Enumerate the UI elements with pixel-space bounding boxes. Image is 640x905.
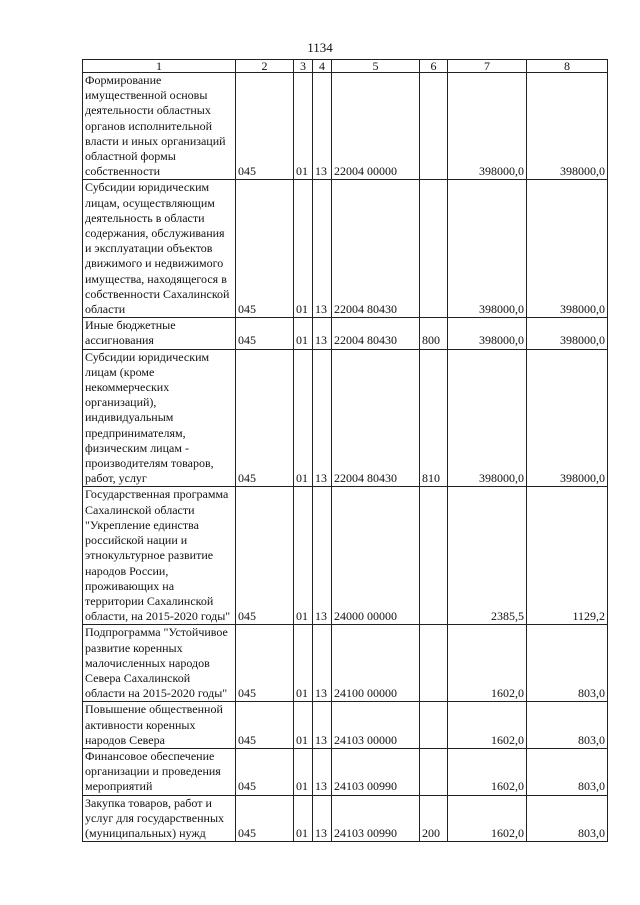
subsection-code-cell: 13 (313, 748, 332, 795)
ministry-code-cell: 045 (236, 487, 294, 625)
row-name-cell: Субсидии юридическим лицам, осуществляющим деятельность в области содержания, обслуживания и эксплуатации объектов движимого и недвижимого имущества, находящегося в собственности Сахалинской области (83, 180, 236, 318)
column-header: 6 (420, 60, 448, 73)
amount-year1-cell: 1602,0 (448, 625, 527, 702)
ministry-code-cell: 045 (236, 73, 294, 180)
subsection-code-cell: 13 (313, 73, 332, 180)
target-article-cell: 22004 80430 (332, 349, 420, 487)
ministry-code-cell: 045 (236, 625, 294, 702)
amount-year1-cell: 2385,5 (448, 487, 527, 625)
row-name-cell: Финансовое обеспечение организации и проведения мероприятий (83, 748, 236, 795)
column-header: 1 (83, 60, 236, 73)
target-article-cell: 22004 00000 (332, 73, 420, 180)
section-code-cell: 01 (294, 702, 313, 749)
expense-type-cell (420, 487, 448, 625)
section-code-cell: 01 (294, 795, 313, 842)
table-row (83, 795, 608, 842)
ministry-code-cell: 045 (236, 180, 294, 318)
amount-year1-cell: 1602,0 (448, 748, 527, 795)
target-article-cell: 24000 00000 (332, 487, 420, 625)
table-row (83, 73, 608, 180)
page-number: 1134 (307, 40, 333, 55)
table-row (83, 702, 608, 749)
budget-table (82, 59, 608, 842)
row-name-cell: Повышение общественной активности коренных народов Севера (83, 702, 236, 749)
row-name-cell: Субсидии юридическим лицам (кроме некоммерческих организаций), индивидуальным предпринимателям, физическим лицам - производителям товаров, работ, услуг (83, 349, 236, 487)
table-row (83, 748, 608, 795)
subsection-code-cell: 13 (313, 795, 332, 842)
expense-type-cell (420, 702, 448, 749)
subsection-code-cell: 13 (313, 349, 332, 487)
section-code-cell: 01 (294, 73, 313, 180)
column-header: 4 (313, 60, 332, 73)
row-name-cell: Иные бюджетные ассигнования (83, 318, 236, 349)
section-code-cell: 01 (294, 625, 313, 702)
table-row (83, 487, 608, 625)
expense-type-cell: 200 (420, 795, 448, 842)
expense-type-cell (420, 748, 448, 795)
subsection-code-cell: 13 (313, 487, 332, 625)
table-row (83, 180, 608, 318)
amount-year2-cell: 398000,0 (527, 349, 608, 487)
amount-year1-cell: 398000,0 (448, 180, 527, 318)
column-header: 7 (448, 60, 527, 73)
ministry-code-cell: 045 (236, 795, 294, 842)
subsection-code-cell: 13 (313, 625, 332, 702)
amount-year1-cell: 398000,0 (448, 349, 527, 487)
row-name-cell: Государственная программа Сахалинской области "Укрепление единства российской нации и этнокультурное развитие народов России, проживающих на территории Сахалинской области, на 2015-2020 годы" (83, 487, 236, 625)
amount-year2-cell: 803,0 (527, 702, 608, 749)
ministry-code-cell: 045 (236, 748, 294, 795)
section-code-cell: 01 (294, 318, 313, 349)
row-name-cell: Закупка товаров, работ и услуг для государственных (муниципальных) нужд (83, 795, 236, 842)
amount-year1-cell: 398000,0 (448, 318, 527, 349)
column-header: 2 (236, 60, 294, 73)
amount-year1-cell: 1602,0 (448, 795, 527, 842)
column-header: 8 (527, 60, 608, 73)
row-name-cell: Подпрограмма "Устойчивое развитие коренных малочисленных народов Севера Сахалинской области на 2015-2020 годы" (83, 625, 236, 702)
table-row (83, 318, 608, 349)
amount-year2-cell: 803,0 (527, 795, 608, 842)
target-article-cell: 24100 00000 (332, 625, 420, 702)
expense-type-cell (420, 625, 448, 702)
amount-year1-cell: 1602,0 (448, 702, 527, 749)
section-code-cell: 01 (294, 349, 313, 487)
expense-type-cell (420, 73, 448, 180)
table-row (83, 349, 608, 487)
target-article-cell: 24103 00000 (332, 702, 420, 749)
ministry-code-cell: 045 (236, 702, 294, 749)
row-name-cell: Формирование имущественной основы деятельности областных органов исполнительной власти и иных организаций областной формы собственности (83, 73, 236, 180)
table-header-row (83, 60, 608, 73)
amount-year2-cell: 1129,2 (527, 487, 608, 625)
target-article-cell: 24103 00990 (332, 795, 420, 842)
column-header: 3 (294, 60, 313, 73)
expense-type-cell: 800 (420, 318, 448, 349)
expense-type-cell (420, 180, 448, 318)
table-row (83, 625, 608, 702)
amount-year2-cell: 398000,0 (527, 180, 608, 318)
subsection-code-cell: 13 (313, 318, 332, 349)
amount-year2-cell: 398000,0 (527, 73, 608, 180)
target-article-cell: 22004 80430 (332, 318, 420, 349)
section-code-cell: 01 (294, 180, 313, 318)
section-code-cell: 01 (294, 748, 313, 795)
expense-type-cell: 810 (420, 349, 448, 487)
ministry-code-cell: 045 (236, 318, 294, 349)
target-article-cell: 24103 00990 (332, 748, 420, 795)
subsection-code-cell: 13 (313, 180, 332, 318)
amount-year1-cell: 398000,0 (448, 73, 527, 180)
amount-year2-cell: 398000,0 (527, 318, 608, 349)
column-header: 5 (332, 60, 420, 73)
target-article-cell: 22004 80430 (332, 180, 420, 318)
amount-year2-cell: 803,0 (527, 625, 608, 702)
ministry-code-cell: 045 (236, 349, 294, 487)
subsection-code-cell: 13 (313, 702, 332, 749)
section-code-cell: 01 (294, 487, 313, 625)
amount-year2-cell: 803,0 (527, 748, 608, 795)
